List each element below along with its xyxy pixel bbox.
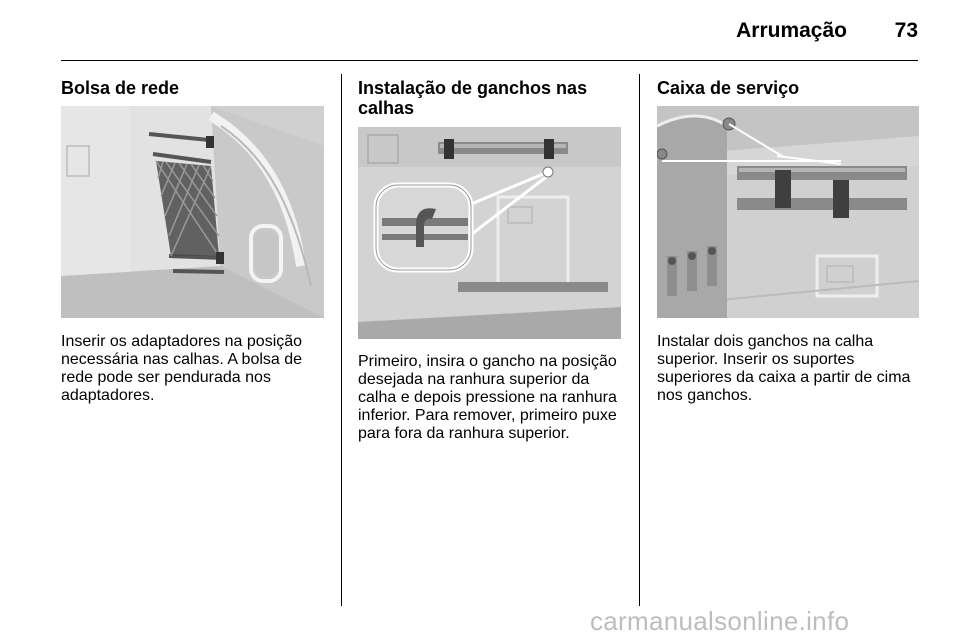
watermark: carmanualsonline.info <box>590 606 850 636</box>
heading-bolsa-de-rede: Bolsa de rede <box>61 78 180 98</box>
heading-caixa-de-servico: Caixa de serviço <box>657 78 800 98</box>
column-divider <box>639 74 640 606</box>
header-rule <box>61 60 918 61</box>
page-number: 73 <box>894 19 918 42</box>
hook-rail-illustration <box>358 127 621 339</box>
column-divider <box>341 74 342 606</box>
service-box-illustration <box>657 106 919 318</box>
body-instalacao-ganchos: Primeiro, insira o gancho na posição desejada na ranhura superior da calha e depois pressione na ranhura inferior. Para remover, primeiro puxe para fora da ranhura superior. <box>358 353 617 442</box>
body-bolsa-de-rede: Inserir os adaptadores na posição necessária nas calhas. A bolsa de rede pode ser pendurada nos adaptadores. <box>61 333 303 404</box>
section-title: Arrumação <box>736 19 847 42</box>
heading-instalacao-ganchos: Instalação de ganchos nas calhas <box>358 78 588 118</box>
body-caixa-de-servico: Instalar dois ganchos na calha superior. Inserir os suportes superiores da caixa a partir de cima nos ganchos. <box>657 333 911 404</box>
net-bag-illustration <box>61 106 324 318</box>
